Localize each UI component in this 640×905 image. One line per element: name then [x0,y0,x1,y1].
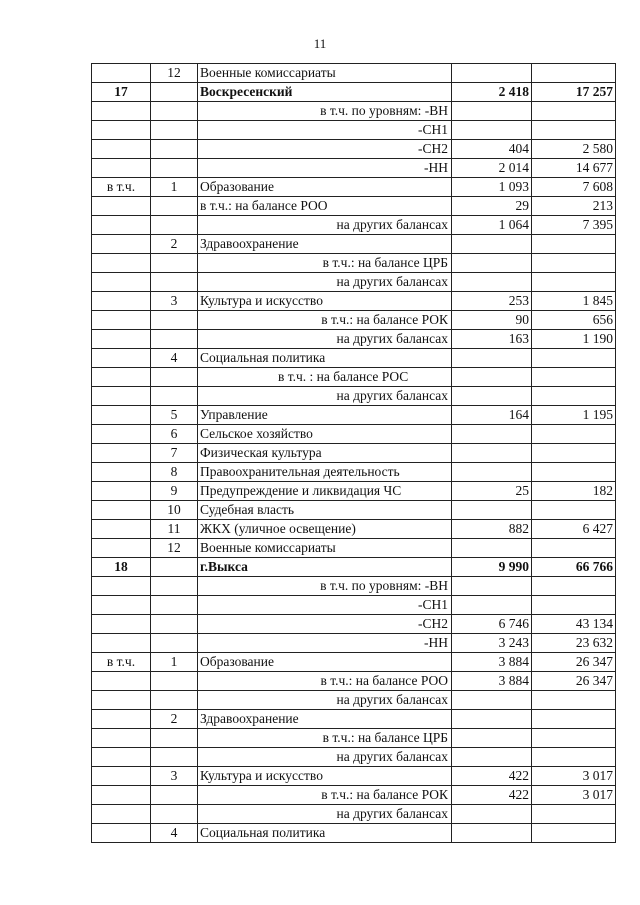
row-group-cell [92,672,151,691]
value-1-cell: 29 [452,197,532,216]
row-label-cell: в т.ч.: на балансе ЦРБ [198,729,452,748]
table-row [92,292,616,311]
row-group-cell [92,691,151,710]
row-label-cell: Предупреждение и ликвидация ЧС [198,482,452,501]
table-row [92,577,616,596]
row-group-cell [92,121,151,140]
row-index-cell [151,634,198,653]
page-number: 11 [313,36,327,51]
row-group-cell [92,330,151,349]
value-1-cell: 6 746 [452,615,532,634]
value-1-cell [452,501,532,520]
row-group-cell [92,786,151,805]
value-2-cell: 43 134 [532,615,616,634]
table-body [92,64,616,843]
table-row [92,653,616,672]
value-1-cell [452,64,532,83]
row-index-cell [151,273,198,292]
row-label-cell: на других балансах [198,330,452,349]
row-label-cell: на других балансах [198,387,452,406]
row-index-cell [151,140,198,159]
value-1-cell [452,235,532,254]
row-index-cell [151,330,198,349]
row-group-cell [92,710,151,729]
row-index-cell: 2 [151,235,198,254]
row-group-cell [92,292,151,311]
row-group-cell: 17 [92,83,151,102]
row-group-cell [92,596,151,615]
value-1-cell: 1 093 [452,178,532,197]
value-2-cell [532,273,616,292]
row-label-cell: в т.ч.: на балансе РОК [198,786,452,805]
value-1-cell [452,539,532,558]
value-1-cell: 422 [452,786,532,805]
row-group-cell [92,387,151,406]
value-2-cell: 3 017 [532,767,616,786]
value-2-cell: 26 347 [532,672,616,691]
value-1-cell [452,729,532,748]
row-group-cell [92,539,151,558]
table-row [92,406,616,425]
row-label-cell: г.Выкса [198,558,452,577]
table-row [92,748,616,767]
row-label-cell: Образование [198,653,452,672]
row-index-cell [151,577,198,596]
value-1-cell: 25 [452,482,532,501]
table-row [92,159,616,178]
row-index-cell [151,691,198,710]
row-index-cell [151,159,198,178]
value-1-cell: 2 418 [452,83,532,102]
row-label-cell: Правоохранительная деятельность [198,463,452,482]
table-row [92,349,616,368]
value-1-cell [452,273,532,292]
row-label-cell: -СН2 [198,615,452,634]
row-index-cell: 3 [151,292,198,311]
table-row [92,330,616,349]
row-label-cell: Физическая культура [198,444,452,463]
value-2-cell: 6 427 [532,520,616,539]
value-1-cell: 253 [452,292,532,311]
row-index-cell [151,102,198,121]
row-label-cell: Военные комиссариаты [198,539,452,558]
value-2-cell [532,596,616,615]
row-index-cell [151,748,198,767]
value-1-cell: 882 [452,520,532,539]
row-label-cell: на других балансах [198,805,452,824]
row-index-cell [151,197,198,216]
row-group-cell [92,729,151,748]
row-group-cell [92,159,151,178]
value-2-cell [532,729,616,748]
row-group-cell [92,824,151,843]
row-label-cell: в т.ч.: на балансе РОО [198,197,452,216]
row-group-cell [92,501,151,520]
value-1-cell [452,368,532,387]
table-row [92,102,616,121]
value-2-cell [532,539,616,558]
value-2-cell [532,425,616,444]
table-row [92,824,616,843]
value-2-cell: 1 190 [532,330,616,349]
table-row [92,596,616,615]
row-index-cell [151,368,198,387]
value-2-cell: 14 677 [532,159,616,178]
row-index-cell [151,729,198,748]
value-1-cell: 9 990 [452,558,532,577]
table-row [92,767,616,786]
table-row [92,311,616,330]
table-row [92,482,616,501]
table-row [92,691,616,710]
row-index-cell [151,615,198,634]
value-2-cell: 182 [532,482,616,501]
row-label-cell: в т.ч.: на балансе ЦРБ [198,254,452,273]
row-index-cell: 9 [151,482,198,501]
row-label-cell: Здравоохранение [198,235,452,254]
row-index-cell: 1 [151,178,198,197]
row-label-cell: Культура и искусство [198,767,452,786]
row-group-cell [92,311,151,330]
value-1-cell: 163 [452,330,532,349]
row-label-cell: на других балансах [198,691,452,710]
table-row [92,254,616,273]
row-group-cell [92,767,151,786]
row-label-cell: Здравоохранение [198,710,452,729]
row-group-cell [92,349,151,368]
row-group-cell [92,368,151,387]
value-2-cell [532,463,616,482]
value-2-cell: 213 [532,197,616,216]
value-1-cell [452,444,532,463]
value-2-cell [532,254,616,273]
row-index-cell [151,254,198,273]
row-index-cell: 3 [151,767,198,786]
table-row [92,140,616,159]
budget-table [91,63,616,843]
row-group-cell: в т.ч. [92,653,151,672]
table-row [92,83,616,102]
row-label-cell: -НН [198,634,452,653]
row-label-cell: на других балансах [198,216,452,235]
value-2-cell: 656 [532,311,616,330]
value-2-cell: 1 845 [532,292,616,311]
row-index-cell: 6 [151,425,198,444]
row-label-cell: -СН1 [198,121,452,140]
row-index-cell: 12 [151,539,198,558]
table-row [92,520,616,539]
row-group-cell [92,748,151,767]
value-1-cell [452,577,532,596]
row-label-cell: в т.ч.: на балансе РОО [198,672,452,691]
value-2-cell [532,501,616,520]
value-1-cell: 90 [452,311,532,330]
value-2-cell [532,64,616,83]
row-group-cell [92,482,151,501]
value-2-cell: 7 608 [532,178,616,197]
table-row [92,425,616,444]
value-2-cell [532,748,616,767]
row-index-cell: 4 [151,824,198,843]
value-1-cell [452,824,532,843]
row-label-cell: -НН [198,159,452,178]
value-1-cell [452,463,532,482]
value-2-cell: 2 580 [532,140,616,159]
row-group-cell [92,577,151,596]
value-1-cell: 164 [452,406,532,425]
row-index-cell [151,672,198,691]
row-group-cell [92,463,151,482]
row-label-cell: Управление [198,406,452,425]
row-group-cell [92,634,151,653]
value-1-cell: 404 [452,140,532,159]
value-1-cell: 3 884 [452,672,532,691]
value-1-cell: 422 [452,767,532,786]
value-2-cell: 3 017 [532,786,616,805]
row-group-cell [92,425,151,444]
row-index-cell: 11 [151,520,198,539]
table-row [92,710,616,729]
row-index-cell: 7 [151,444,198,463]
value-2-cell: 23 632 [532,634,616,653]
row-label-cell: в т.ч. по уровням: -ВН [198,577,452,596]
value-2-cell [532,805,616,824]
row-label-cell: -СН1 [198,596,452,615]
table-row [92,444,616,463]
table-row [92,558,616,577]
value-1-cell [452,596,532,615]
value-2-cell: 66 766 [532,558,616,577]
table-row [92,463,616,482]
row-index-cell: 4 [151,349,198,368]
row-group-cell [92,102,151,121]
row-label-cell: Культура и искусство [198,292,452,311]
row-index-cell [151,121,198,140]
value-1-cell [452,121,532,140]
value-1-cell [452,102,532,121]
table-row [92,729,616,748]
table-row [92,368,616,387]
value-2-cell [532,121,616,140]
value-2-cell [532,235,616,254]
value-2-cell [532,349,616,368]
row-index-cell: 12 [151,64,198,83]
table-row [92,501,616,520]
row-group-cell [92,805,151,824]
value-1-cell [452,748,532,767]
row-label-cell: Социальная политика [198,349,452,368]
value-2-cell: 7 395 [532,216,616,235]
row-label-cell: Воскресенский [198,83,452,102]
table-row [92,539,616,558]
row-index-cell [151,805,198,824]
row-label-cell: на других балансах [198,748,452,767]
value-2-cell [532,387,616,406]
row-index-cell [151,216,198,235]
value-1-cell [452,691,532,710]
row-group-cell [92,140,151,159]
table-row [92,197,616,216]
row-group-cell [92,444,151,463]
row-index-cell: 5 [151,406,198,425]
table-row [92,805,616,824]
row-label-cell: -СН2 [198,140,452,159]
row-index-cell [151,83,198,102]
value-1-cell: 3 884 [452,653,532,672]
row-group-cell: в т.ч. [92,178,151,197]
row-group-cell [92,254,151,273]
value-2-cell [532,444,616,463]
row-label-cell: Образование [198,178,452,197]
table-row [92,786,616,805]
value-1-cell [452,710,532,729]
row-group-cell [92,273,151,292]
row-group-cell [92,64,151,83]
row-label-cell: в т.ч. по уровням: -ВН [198,102,452,121]
row-group-cell [92,615,151,634]
value-2-cell [532,691,616,710]
table-row [92,216,616,235]
table-row [92,634,616,653]
row-label-cell: ЖКХ (уличное освещение) [198,520,452,539]
row-index-cell: 1 [151,653,198,672]
value-2-cell: 26 347 [532,653,616,672]
row-label-cell: в т.ч.: на балансе РОК [198,311,452,330]
row-group-cell [92,406,151,425]
table-row [92,178,616,197]
value-1-cell: 2 014 [452,159,532,178]
value-1-cell [452,349,532,368]
value-1-cell: 1 064 [452,216,532,235]
table-row [92,387,616,406]
row-index-cell [151,558,198,577]
row-index-cell [151,786,198,805]
row-index-cell [151,311,198,330]
value-1-cell: 3 243 [452,634,532,653]
row-index-cell [151,596,198,615]
row-group-cell [92,235,151,254]
table-row [92,615,616,634]
value-2-cell [532,710,616,729]
row-group-cell [92,520,151,539]
table-row [92,273,616,292]
table-row [92,64,616,83]
value-2-cell [532,102,616,121]
value-1-cell [452,254,532,273]
row-index-cell: 2 [151,710,198,729]
value-1-cell [452,805,532,824]
value-2-cell [532,368,616,387]
row-index-cell: 10 [151,501,198,520]
value-2-cell [532,824,616,843]
table-row [92,235,616,254]
row-group-cell [92,197,151,216]
table-row [92,672,616,691]
value-1-cell [452,387,532,406]
row-label-cell: Судебная власть [198,501,452,520]
row-group-cell [92,216,151,235]
row-index-cell: 8 [151,463,198,482]
value-1-cell [452,425,532,444]
value-2-cell: 1 195 [532,406,616,425]
row-label-cell: Социальная политика [198,824,452,843]
row-group-cell: 18 [92,558,151,577]
table-row [92,121,616,140]
row-index-cell [151,387,198,406]
value-2-cell [532,577,616,596]
row-label-cell: Военные комиссариаты [198,64,452,83]
row-label-cell: в т.ч. : на балансе РОС [198,368,452,387]
row-label-cell: на других балансах [198,273,452,292]
value-2-cell: 17 257 [532,83,616,102]
row-label-cell: Сельское хозяйство [198,425,452,444]
